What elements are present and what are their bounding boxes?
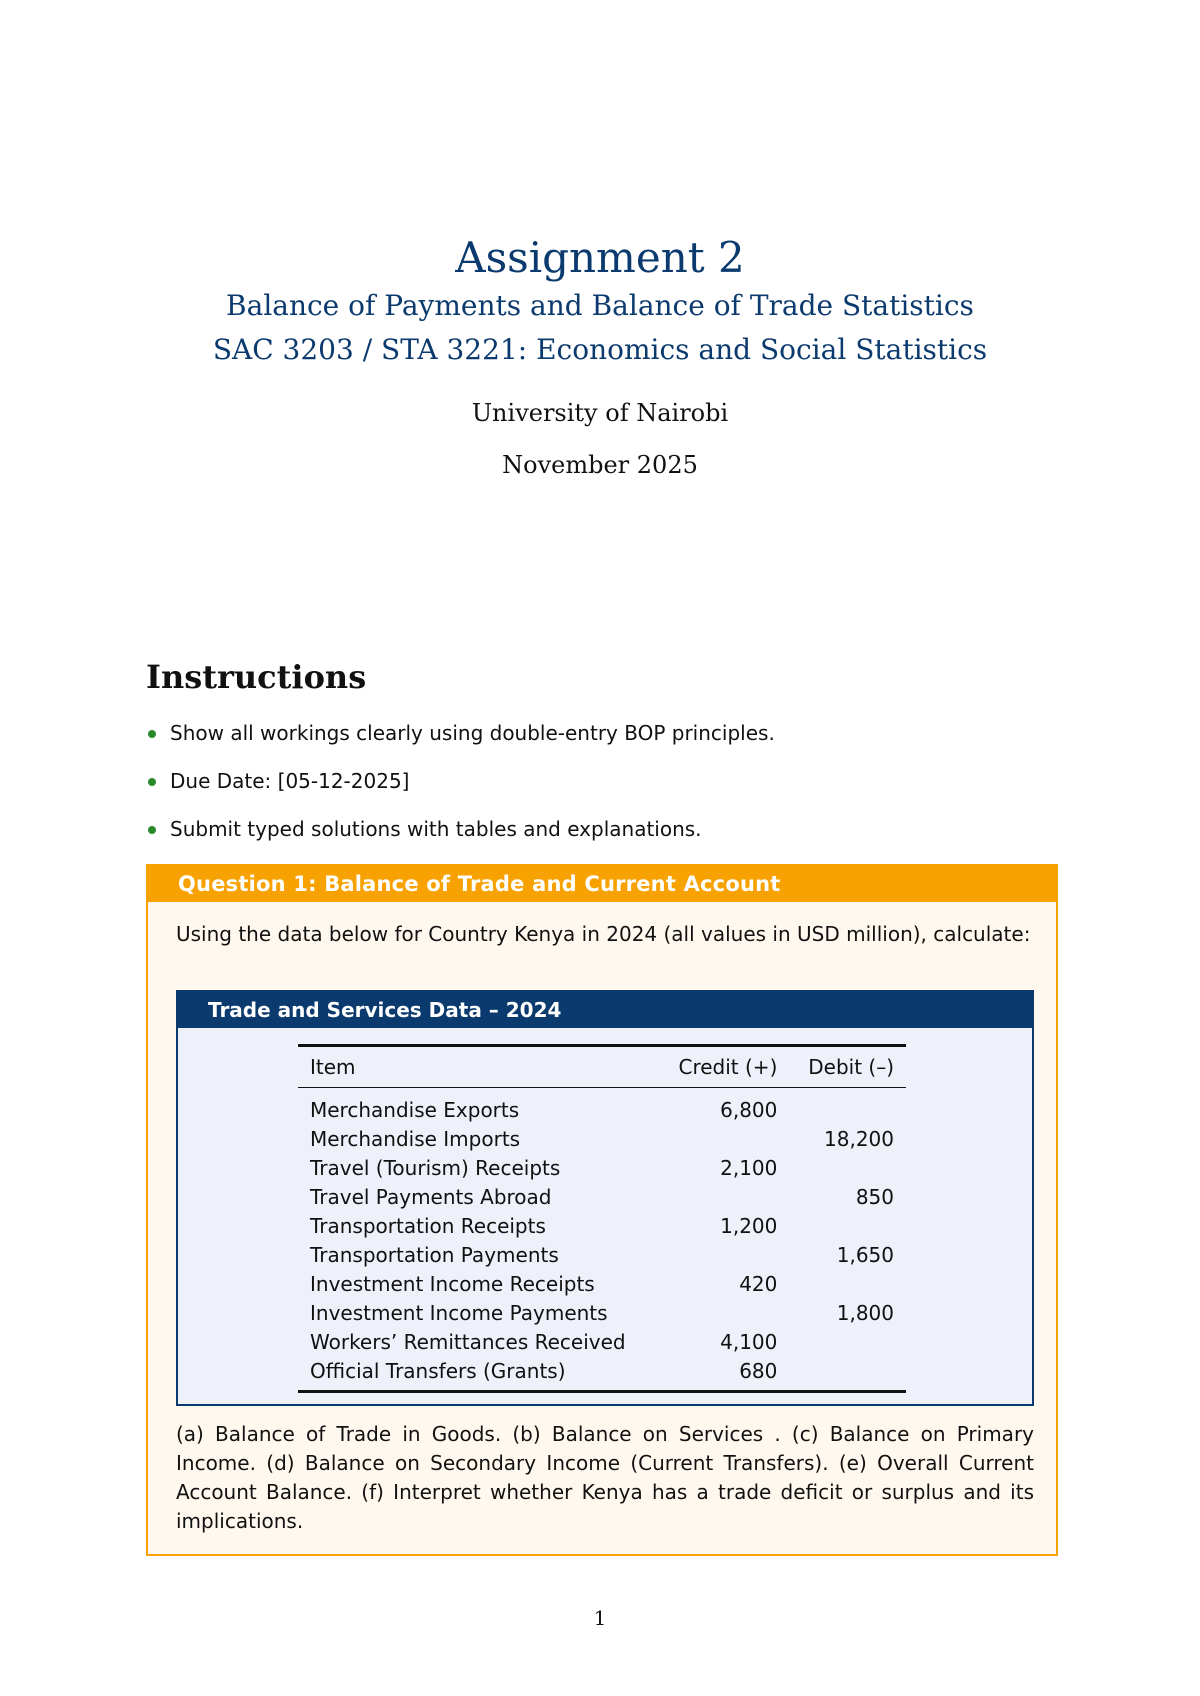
document-date: November 2025 xyxy=(502,451,698,479)
table-row xyxy=(298,1212,906,1241)
debit-cell xyxy=(789,1212,906,1241)
table-row xyxy=(298,1299,906,1328)
credit-cell: 1,200 xyxy=(720,1214,778,1238)
credit-cell xyxy=(659,1299,790,1328)
course-title: SAC 3203 / STA 3221: Economics and Social Statistics xyxy=(212,333,988,366)
debit-cell xyxy=(789,1357,906,1392)
credit-cell: 6,800 xyxy=(720,1098,778,1122)
table-row xyxy=(298,1088,906,1126)
instruction-item xyxy=(146,816,1046,842)
debit-cell: 850 xyxy=(855,1185,894,1209)
item-cell: Travel (Tourism) Receipts xyxy=(310,1156,561,1180)
debit-cell xyxy=(789,1154,906,1183)
column-header-debit: Debit (–) xyxy=(789,1046,906,1088)
table-row xyxy=(298,1183,906,1212)
page-number: 1 xyxy=(593,1606,607,1630)
instruction-text: Due Date: [05-12-2025] xyxy=(170,769,410,793)
table-row xyxy=(298,1125,906,1154)
debit-cell xyxy=(789,1088,906,1126)
table-row xyxy=(298,1241,906,1270)
table-row xyxy=(298,1154,906,1183)
table-header-row xyxy=(298,1046,906,1088)
question-1-tasks: (a) Balance of Trade in Goods. (b) Balance on Services . (c) Balance on Primary Income. (d) Balance on Secondary Income (Current Transfers). (e) Overall Current Account Balance. (f) Interpret whether Kenya has a trade deficit or surplus and its implications. xyxy=(176,1422,1034,1533)
bullet-icon xyxy=(148,826,156,834)
item-cell: Workers’ Remittances Received xyxy=(310,1330,626,1354)
table-row xyxy=(298,1270,906,1299)
instructions-list xyxy=(146,720,1046,864)
item-cell: Merchandise Exports xyxy=(310,1098,520,1122)
question-1-intro: Using the data below for Country Kenya in 2024 (all values in USD million), calculate: xyxy=(176,922,1031,946)
item-cell: Merchandise Imports xyxy=(310,1127,521,1151)
debit-cell: 18,200 xyxy=(824,1127,894,1151)
item-cell: Travel Payments Abroad xyxy=(310,1185,552,1209)
institution-name: University of Nairobi xyxy=(471,399,729,427)
bullet-icon xyxy=(148,778,156,786)
credit-cell: 2,100 xyxy=(720,1156,778,1180)
document-title: Assignment 2 xyxy=(455,233,745,282)
item-cell: Investment Income Receipts xyxy=(310,1272,595,1296)
credit-cell xyxy=(659,1241,790,1270)
debit-cell: 1,650 xyxy=(836,1243,894,1267)
table-row xyxy=(298,1357,906,1392)
credit-cell: 4,100 xyxy=(720,1330,778,1354)
trade-data-table xyxy=(298,1044,906,1393)
debit-cell: 1,800 xyxy=(836,1301,894,1325)
debit-cell xyxy=(789,1328,906,1357)
column-header-item: Item xyxy=(298,1046,659,1088)
table-row xyxy=(298,1328,906,1357)
debit-cell xyxy=(789,1270,906,1299)
instruction-text: Submit typed solutions with tables and explanations. xyxy=(170,817,702,841)
credit-cell: 420 xyxy=(739,1272,778,1296)
trade-data-box xyxy=(176,990,1034,1406)
credit-cell xyxy=(659,1183,790,1212)
instructions-heading: Instructions xyxy=(146,658,367,696)
bullet-icon xyxy=(148,730,156,738)
title-block xyxy=(0,232,1200,480)
question-1-box xyxy=(146,864,1058,1556)
item-cell: Transportation Payments xyxy=(310,1243,559,1267)
instruction-text: Show all workings clearly using double-entry BOP principles. xyxy=(170,721,775,745)
question-1-header: Question 1: Balance of Trade and Current Account xyxy=(148,866,1056,902)
item-cell: Official Transfers (Grants) xyxy=(298,1357,659,1392)
item-cell: Transportation Receipts xyxy=(310,1214,546,1238)
instruction-item xyxy=(146,720,1046,746)
credit-cell: 680 xyxy=(659,1357,790,1392)
instruction-item xyxy=(146,768,1046,794)
column-header-credit: Credit (+) xyxy=(659,1046,790,1088)
credit-cell xyxy=(659,1125,790,1154)
document-subtitle: Balance of Payments and Balance of Trade Statistics xyxy=(226,289,974,322)
item-cell: Investment Income Payments xyxy=(310,1301,608,1325)
trade-data-box-title: Trade and Services Data – 2024 xyxy=(178,992,1032,1028)
